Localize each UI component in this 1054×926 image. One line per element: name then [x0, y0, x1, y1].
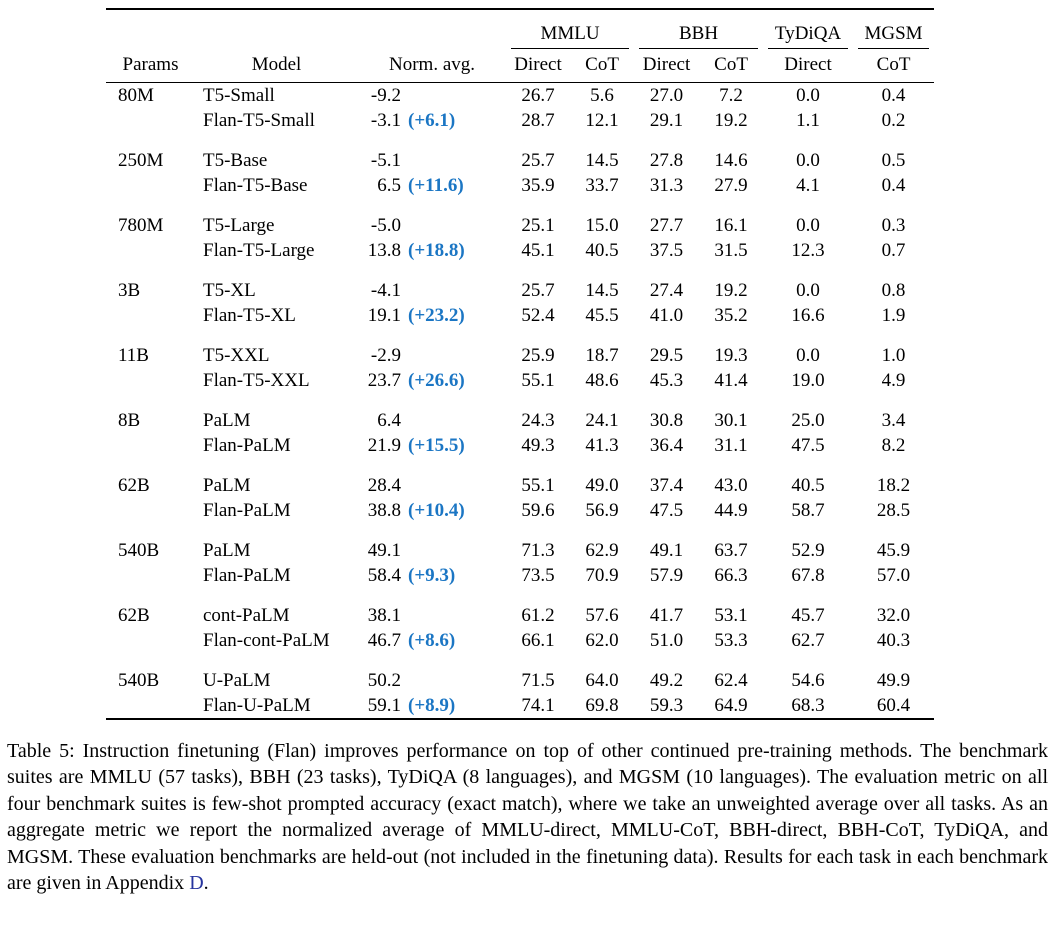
params-cell — [106, 173, 195, 198]
table-row — [106, 433, 934, 458]
header-tydiqa-direct: Direct — [763, 49, 853, 83]
params-cell: 62B — [118, 474, 150, 496]
mmlu-direct-cell: 73.5 — [521, 564, 555, 586]
norm-avg-delta: (+10.4) — [408, 499, 465, 521]
mmlu-cot-cell: 41.3 — [585, 434, 619, 456]
params-cell — [106, 368, 195, 393]
table-row — [106, 628, 934, 653]
bbh-direct-cell: 30.8 — [649, 409, 684, 431]
norm-avg-value: 50.2 — [367, 669, 401, 691]
norm-avg-value: -3.1 — [370, 109, 401, 131]
table-row — [106, 133, 934, 173]
params-cell: 80M — [118, 84, 154, 106]
column-group-tydiqa: TyDiQA — [763, 9, 853, 49]
bbh-cot-cell: 41.4 — [714, 369, 748, 391]
norm-avg-value: 49.1 — [367, 539, 401, 561]
mmlu-direct-cell: 24.3 — [521, 409, 555, 431]
params-cell: 540B — [118, 669, 160, 691]
table-row — [106, 563, 934, 588]
norm-avg-value: -5.0 — [370, 214, 401, 236]
header-bbh-direct: Direct — [634, 49, 699, 83]
tydiqa-direct-cell: 1.1 — [796, 109, 820, 131]
model-cell: Flan-T5-Small — [203, 109, 315, 131]
mgsm-cot-cell: 1.0 — [881, 344, 906, 366]
bbh-direct-cell: 27.8 — [649, 149, 684, 171]
norm-avg-value: 38.8 — [367, 499, 401, 521]
bbh-cot-cell: 44.9 — [714, 499, 748, 521]
model-cell: Flan-T5-XXL — [203, 369, 310, 391]
norm-avg-value: -9.2 — [370, 84, 401, 106]
bbh-direct-cell: 36.4 — [649, 434, 684, 456]
norm-avg-value: 13.8 — [367, 239, 401, 261]
mgsm-cot-cell: 0.7 — [881, 239, 906, 261]
table-row — [106, 238, 934, 263]
mmlu-direct-cell: 45.1 — [521, 239, 555, 261]
table-row — [106, 108, 934, 133]
mmlu-cot-cell: 56.9 — [585, 499, 619, 521]
mgsm-cot-cell: 45.9 — [876, 539, 911, 561]
table-row — [106, 588, 934, 628]
params-cell: 780M — [118, 214, 164, 236]
norm-avg-cell — [358, 653, 506, 693]
norm-avg-delta: (+15.5) — [408, 434, 465, 456]
appendix-link[interactable]: D — [189, 872, 204, 895]
bbh-cot-cell: 64.9 — [714, 694, 748, 716]
model-cell: Flan-T5-Large — [203, 239, 315, 261]
params-cell: 540B — [118, 539, 160, 561]
bbh-direct-cell: 45.3 — [649, 369, 684, 391]
norm-avg-cell — [358, 498, 506, 523]
tydiqa-direct-cell: 12.3 — [791, 239, 825, 261]
header-bbh-cot: CoT — [699, 49, 763, 83]
bbh-cot-cell: 63.7 — [714, 539, 748, 561]
norm-avg-cell — [358, 108, 506, 133]
norm-avg-cell — [358, 328, 506, 368]
mmlu-cot-cell: 64.0 — [585, 669, 619, 691]
bbh-direct-cell: 37.4 — [649, 474, 684, 496]
norm-avg-delta: (+8.9) — [408, 694, 456, 716]
bbh-direct-cell: 57.9 — [649, 564, 684, 586]
mmlu-direct-cell: 59.6 — [521, 499, 555, 521]
norm-avg-delta: (+11.6) — [408, 174, 464, 196]
params-cell — [106, 303, 195, 328]
params-cell — [106, 498, 195, 523]
norm-avg-value: 59.1 — [367, 694, 401, 716]
mmlu-direct-cell: 26.7 — [521, 84, 555, 106]
model-cell: Flan-PaLM — [203, 564, 291, 586]
tydiqa-direct-cell: 16.6 — [791, 304, 825, 326]
mgsm-cot-cell: 49.9 — [876, 669, 911, 691]
group-header-spacer — [106, 9, 506, 49]
mgsm-cot-cell: 0.4 — [881, 84, 906, 106]
norm-avg-cell — [358, 238, 506, 263]
bbh-direct-cell: 27.4 — [649, 279, 684, 301]
mmlu-cot-cell: 57.6 — [585, 604, 619, 626]
tydiqa-direct-cell: 68.3 — [791, 694, 825, 716]
column-group-mmlu: MMLU — [506, 9, 634, 49]
tydiqa-direct-cell: 25.0 — [791, 409, 825, 431]
params-cell — [106, 433, 195, 458]
mgsm-cot-cell: 4.9 — [881, 369, 906, 391]
bbh-direct-cell: 41.0 — [649, 304, 684, 326]
table-row — [106, 303, 934, 328]
params-cell: 250M — [118, 149, 164, 171]
mmlu-cot-cell: 45.5 — [585, 304, 619, 326]
norm-avg-value: -2.9 — [370, 344, 401, 366]
params-cell — [106, 108, 195, 133]
bbh-cot-cell: 53.1 — [714, 604, 748, 626]
tydiqa-direct-cell: 52.9 — [791, 539, 825, 561]
table-row — [106, 368, 934, 393]
norm-avg-cell — [358, 263, 506, 303]
norm-avg-value: 23.7 — [367, 369, 401, 391]
bbh-cot-cell: 43.0 — [714, 474, 748, 496]
table-row — [106, 83, 934, 109]
mmlu-cot-cell: 62.0 — [585, 629, 619, 651]
tydiqa-direct-cell: 0.0 — [796, 344, 820, 366]
mgsm-cot-cell: 40.3 — [876, 629, 911, 651]
model-cell: cont-PaLM — [203, 604, 290, 626]
table-row — [106, 653, 934, 693]
mgsm-cot-cell: 0.8 — [881, 279, 906, 301]
norm-avg-cell — [358, 628, 506, 653]
model-cell: Flan-T5-XL — [203, 304, 296, 326]
model-cell: PaLM — [203, 409, 251, 431]
bbh-cot-cell: 35.2 — [714, 304, 748, 326]
bbh-direct-cell: 27.0 — [649, 84, 684, 106]
model-cell: T5-Base — [203, 149, 268, 171]
bbh-direct-cell: 59.3 — [649, 694, 684, 716]
bbh-direct-cell: 49.1 — [649, 539, 684, 561]
norm-avg-delta: (+8.6) — [408, 629, 456, 651]
bbh-direct-cell: 37.5 — [649, 239, 684, 261]
column-group-mgsm: MGSM — [853, 9, 934, 49]
bbh-direct-cell: 47.5 — [649, 499, 684, 521]
mmlu-cot-cell: 33.7 — [585, 174, 619, 196]
mmlu-direct-cell: 25.7 — [521, 149, 555, 171]
mmlu-cot-cell: 62.9 — [585, 539, 619, 561]
norm-avg-value: 21.9 — [367, 434, 401, 456]
caption-text: Table 5: Instruction finetuning (Flan) improves performance on top of other continued pre-training methods. The benchmark suites are MMLU (57 tasks), BBH (23 tasks), TyDiQA (8 languages), and MGSM (10 languages). The evaluation metric on all four benchmark suites is few-shot prompted accuracy (exact match), where we take an unweighted average over all tasks. As an aggregate metric we report the normalized average of MMLU-direct, MMLU-CoT, BBH-direct, BBH-CoT, TyDiQA, and MGSM. These evaluation benchmarks are held-out (not included in the finetuning data). Results for each task in each benchmark are given in Appendix — [7, 740, 1048, 895]
model-cell: Flan-T5-Base — [203, 174, 308, 196]
model-cell: T5-Large — [203, 214, 275, 236]
norm-avg-cell — [358, 458, 506, 498]
bbh-cot-cell: 31.1 — [714, 434, 748, 456]
mmlu-direct-cell: 71.3 — [521, 539, 555, 561]
mmlu-direct-cell: 35.9 — [521, 174, 555, 196]
model-cell: T5-Small — [203, 84, 275, 106]
bbh-direct-cell: 29.1 — [649, 109, 684, 131]
norm-avg-cell — [358, 588, 506, 628]
norm-avg-cell — [358, 563, 506, 588]
mgsm-cot-cell: 18.2 — [876, 474, 911, 496]
bbh-direct-cell: 29.5 — [649, 344, 684, 366]
mmlu-direct-cell: 28.7 — [521, 109, 555, 131]
model-cell: Flan-cont-PaLM — [203, 629, 330, 651]
norm-avg-value: 58.4 — [367, 564, 401, 586]
model-cell: PaLM — [203, 474, 251, 496]
mmlu-cot-cell: 49.0 — [585, 474, 619, 496]
bbh-direct-cell: 27.7 — [649, 214, 684, 236]
table-row — [106, 458, 934, 498]
mmlu-cot-cell: 18.7 — [585, 344, 619, 366]
table-row — [106, 173, 934, 198]
bbh-direct-cell: 49.2 — [649, 669, 684, 691]
model-cell: U-PaLM — [203, 669, 271, 691]
model-cell: PaLM — [203, 539, 251, 561]
mmlu-direct-cell: 55.1 — [521, 474, 555, 496]
norm-avg-cell — [358, 368, 506, 393]
norm-avg-cell — [358, 393, 506, 433]
params-cell — [106, 693, 195, 719]
tydiqa-direct-cell: 67.8 — [791, 564, 825, 586]
bbh-cot-cell: 27.9 — [714, 174, 748, 196]
mgsm-cot-cell: 28.5 — [876, 499, 911, 521]
table-row — [106, 393, 934, 433]
table-row — [106, 498, 934, 523]
tydiqa-direct-cell: 47.5 — [791, 434, 825, 456]
norm-avg-value: 6.4 — [377, 409, 401, 431]
mmlu-cot-cell: 70.9 — [585, 564, 619, 586]
mgsm-cot-cell: 60.4 — [876, 694, 911, 716]
tydiqa-direct-cell: 0.0 — [796, 149, 820, 171]
tydiqa-direct-cell: 45.7 — [791, 604, 825, 626]
mmlu-cot-cell: 15.0 — [585, 214, 619, 236]
params-cell: 11B — [118, 344, 149, 366]
norm-avg-cell — [358, 433, 506, 458]
norm-avg-value: -5.1 — [370, 149, 401, 171]
mmlu-cot-cell: 12.1 — [585, 109, 619, 131]
header-mgsm-cot: CoT — [853, 49, 934, 83]
norm-avg-cell — [358, 133, 506, 173]
mgsm-cot-cell: 1.9 — [881, 304, 906, 326]
mgsm-cot-cell: 57.0 — [876, 564, 911, 586]
mmlu-cot-cell: 48.6 — [585, 369, 619, 391]
column-group-bbh: BBH — [634, 9, 763, 49]
model-cell: T5-XL — [203, 279, 256, 301]
params-cell — [106, 238, 195, 263]
caption-suffix: . — [203, 872, 209, 895]
column-header-row — [106, 49, 934, 83]
table-row — [106, 693, 934, 719]
norm-avg-value: 6.5 — [377, 174, 401, 196]
params-cell: 8B — [118, 409, 141, 431]
params-cell: 3B — [118, 279, 141, 301]
bbh-direct-cell: 31.3 — [649, 174, 684, 196]
header-norm-avg: Norm. avg. — [358, 49, 506, 83]
norm-avg-delta: (+23.2) — [408, 304, 465, 326]
mmlu-direct-cell: 25.9 — [521, 344, 555, 366]
mgsm-cot-cell: 0.4 — [881, 174, 906, 196]
norm-avg-cell — [358, 173, 506, 198]
table-row — [106, 523, 934, 563]
header-mmlu-cot: CoT — [570, 49, 634, 83]
mmlu-direct-cell: 25.1 — [521, 214, 555, 236]
norm-avg-cell — [358, 303, 506, 328]
norm-avg-value: -4.1 — [370, 279, 401, 301]
table-caption — [7, 738, 1048, 896]
mmlu-direct-cell: 71.5 — [521, 669, 555, 691]
group-header-row — [106, 9, 934, 49]
norm-avg-cell — [358, 523, 506, 563]
tydiqa-direct-cell: 62.7 — [791, 629, 825, 651]
table-row — [106, 198, 934, 238]
mmlu-cot-cell: 40.5 — [585, 239, 619, 261]
mmlu-cot-cell: 24.1 — [585, 409, 619, 431]
norm-avg-cell — [358, 198, 506, 238]
bbh-cot-cell: 16.1 — [714, 214, 748, 236]
bbh-cot-cell: 31.5 — [714, 239, 748, 261]
norm-avg-value: 46.7 — [367, 629, 401, 651]
tydiqa-direct-cell: 0.0 — [796, 279, 820, 301]
model-cell: Flan-PaLM — [203, 434, 291, 456]
mmlu-cot-cell: 14.5 — [585, 279, 619, 301]
mmlu-cot-cell: 5.6 — [590, 84, 614, 106]
mmlu-cot-cell: 69.8 — [585, 694, 619, 716]
mgsm-cot-cell: 0.2 — [881, 109, 906, 131]
norm-avg-delta: (+18.8) — [408, 239, 465, 261]
results-table — [106, 8, 934, 720]
tydiqa-direct-cell: 19.0 — [791, 369, 825, 391]
tydiqa-direct-cell: 40.5 — [791, 474, 825, 496]
table-body — [106, 83, 934, 720]
mmlu-direct-cell: 49.3 — [521, 434, 555, 456]
table-row — [106, 328, 934, 368]
table-row — [106, 263, 934, 303]
mgsm-cot-cell: 0.5 — [881, 149, 906, 171]
tydiqa-direct-cell: 54.6 — [791, 669, 825, 691]
mmlu-direct-cell: 66.1 — [521, 629, 555, 651]
model-cell: Flan-PaLM — [203, 499, 291, 521]
tydiqa-direct-cell: 4.1 — [796, 174, 820, 196]
tydiqa-direct-cell: 0.0 — [796, 214, 820, 236]
norm-avg-cell — [358, 693, 506, 719]
bbh-cot-cell: 19.2 — [714, 109, 748, 131]
mmlu-direct-cell: 55.1 — [521, 369, 555, 391]
mmlu-direct-cell: 74.1 — [521, 694, 555, 716]
bbh-direct-cell: 51.0 — [649, 629, 684, 651]
tydiqa-direct-cell: 0.0 — [796, 84, 820, 106]
model-cell: T5-XXL — [203, 344, 270, 366]
mgsm-cot-cell: 0.3 — [881, 214, 906, 236]
header-mmlu-direct: Direct — [506, 49, 570, 83]
bbh-cot-cell: 7.2 — [719, 84, 743, 106]
norm-avg-value: 38.1 — [367, 604, 401, 626]
bbh-direct-cell: 41.7 — [649, 604, 684, 626]
mgsm-cot-cell: 8.2 — [881, 434, 906, 456]
mmlu-direct-cell: 61.2 — [521, 604, 555, 626]
mmlu-direct-cell: 25.7 — [521, 279, 555, 301]
header-model: Model — [195, 49, 358, 83]
norm-avg-delta: (+6.1) — [408, 109, 456, 131]
model-cell: Flan-U-PaLM — [203, 694, 311, 716]
params-cell: 62B — [118, 604, 150, 626]
bbh-cot-cell: 66.3 — [714, 564, 748, 586]
bbh-cot-cell: 30.1 — [714, 409, 748, 431]
norm-avg-value: 28.4 — [367, 474, 401, 496]
norm-avg-delta: (+9.3) — [408, 564, 456, 586]
norm-avg-value: 19.1 — [367, 304, 401, 326]
mmlu-cot-cell: 14.5 — [585, 149, 619, 171]
mgsm-cot-cell: 3.4 — [881, 409, 906, 431]
norm-avg-cell — [358, 83, 506, 109]
header-params: Params — [106, 49, 195, 83]
bbh-cot-cell: 14.6 — [714, 149, 748, 171]
bbh-cot-cell: 19.2 — [714, 279, 748, 301]
tydiqa-direct-cell: 58.7 — [791, 499, 825, 521]
norm-avg-delta: (+26.6) — [408, 369, 465, 391]
params-cell — [106, 628, 195, 653]
params-cell — [106, 563, 195, 588]
bbh-cot-cell: 19.3 — [714, 344, 748, 366]
bbh-cot-cell: 62.4 — [714, 669, 748, 691]
bbh-cot-cell: 53.3 — [714, 629, 748, 651]
mmlu-direct-cell: 52.4 — [521, 304, 555, 326]
mgsm-cot-cell: 32.0 — [876, 604, 911, 626]
